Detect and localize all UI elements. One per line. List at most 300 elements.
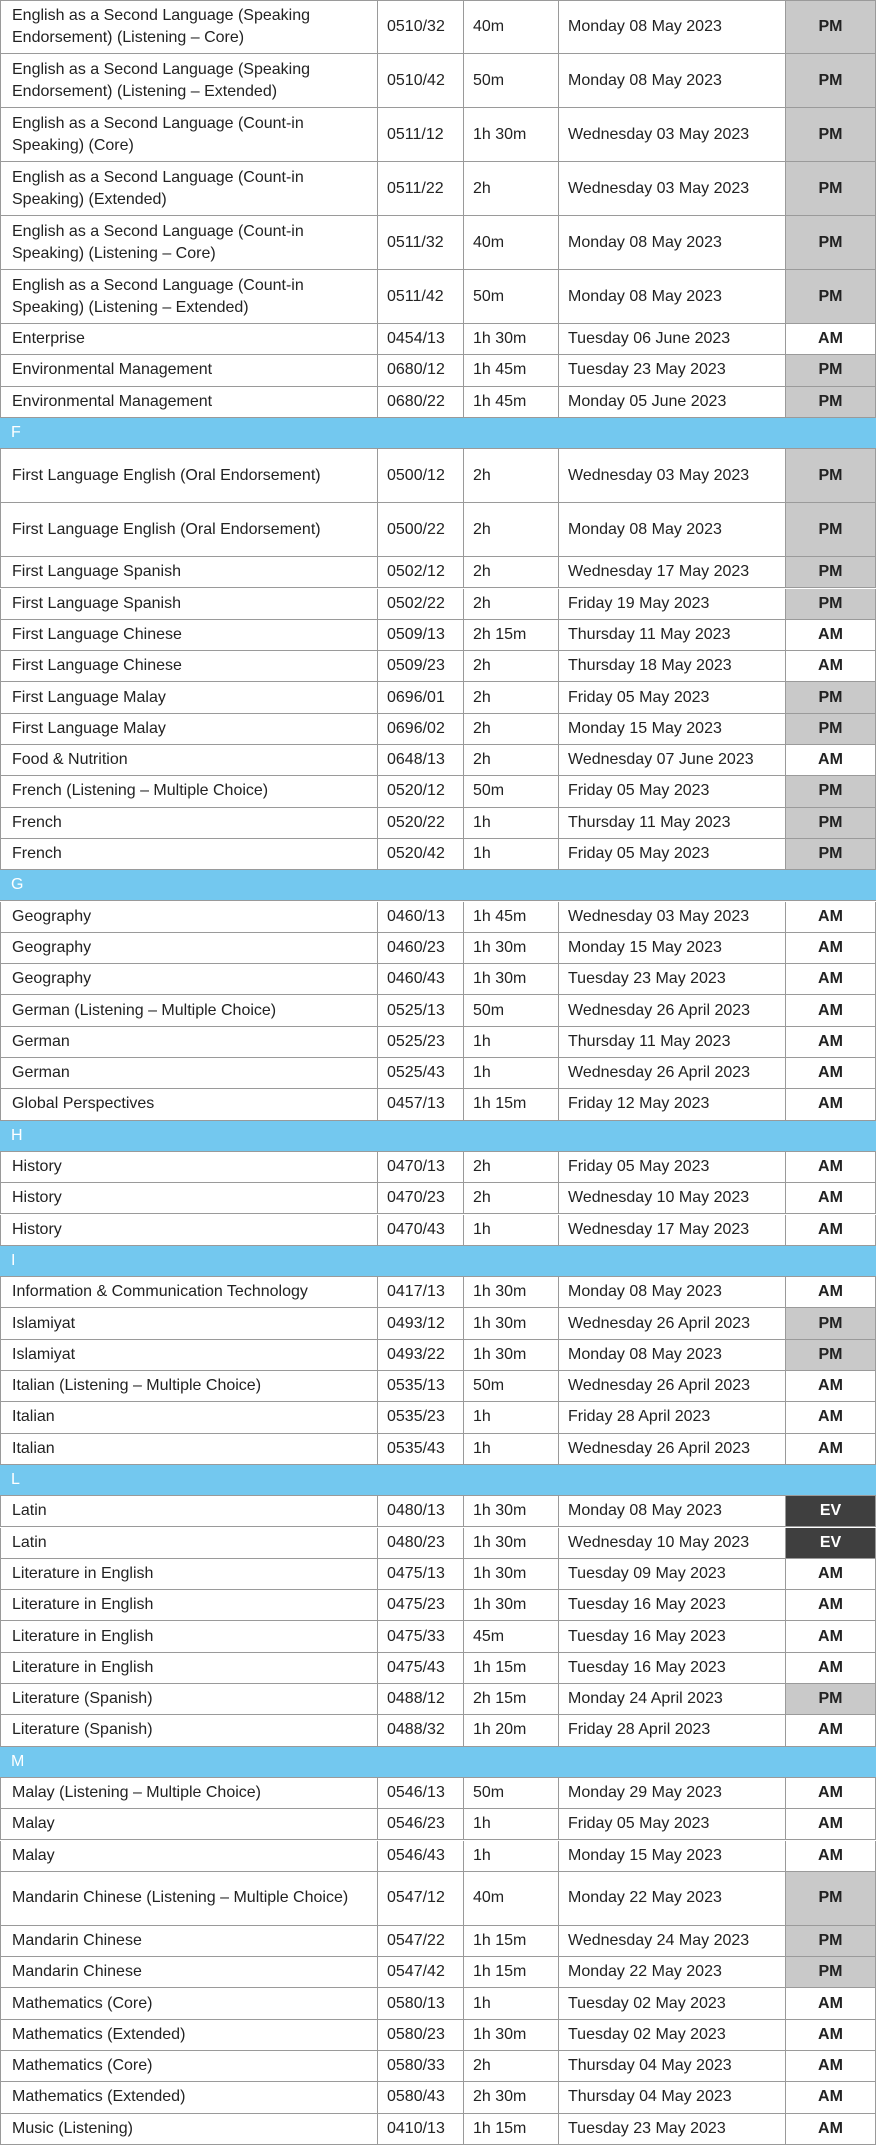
table-row: [0, 1926, 876, 1957]
table-row: [0, 387, 876, 418]
table-row: [0, 1621, 876, 1652]
date-cell: Monday 08 May 2023: [558, 1, 785, 53]
date-cell: Tuesday 09 May 2023: [558, 1559, 785, 1589]
subject-cell: History: [0, 1215, 377, 1245]
duration-cell: 2h 30m: [463, 2082, 558, 2112]
date-cell: Wednesday 10 May 2023: [558, 1183, 785, 1213]
duration-cell: 2h 15m: [463, 1684, 558, 1714]
subject-cell: Latin: [0, 1528, 377, 1558]
subject-cell: Italian (Listening – Multiple Choice): [0, 1371, 377, 1401]
session-badge: AM: [785, 651, 876, 681]
session-badge: PM: [785, 1957, 876, 1987]
code-cell: 0525/43: [377, 1058, 463, 1088]
date-cell: Wednesday 17 May 2023: [558, 1215, 785, 1245]
session-badge: AM: [785, 1809, 876, 1839]
subject-cell: Islamiyat: [0, 1340, 377, 1370]
date-cell: Tuesday 16 May 2023: [558, 1653, 785, 1683]
duration-cell: 1h: [463, 839, 558, 869]
code-cell: 0510/32: [377, 1, 463, 53]
subject-cell: Mathematics (Extended): [0, 2020, 377, 2050]
duration-cell: 1h 15m: [463, 1653, 558, 1683]
subject-cell: Environmental Management: [0, 355, 377, 385]
duration-cell: 2h: [463, 682, 558, 712]
session-badge: AM: [785, 1152, 876, 1182]
table-row: [0, 503, 876, 557]
date-cell: Thursday 11 May 2023: [558, 620, 785, 650]
table-row: [0, 162, 876, 216]
code-cell: 0454/13: [377, 324, 463, 354]
subject-cell: First Language Chinese: [0, 620, 377, 650]
table-row: [0, 1183, 876, 1214]
table-row: [0, 1957, 876, 1988]
subject-cell: Geography: [0, 964, 377, 994]
section-letter: F: [11, 424, 21, 442]
date-cell: Monday 22 May 2023: [558, 1872, 785, 1925]
code-cell: 0525/23: [377, 1027, 463, 1057]
code-cell: 0488/32: [377, 1715, 463, 1745]
code-cell: 0535/23: [377, 1402, 463, 1432]
duration-cell: 1h 30m: [463, 2020, 558, 2050]
code-cell: 0470/43: [377, 1215, 463, 1245]
duration-cell: 1h: [463, 808, 558, 838]
date-cell: Monday 22 May 2023: [558, 1957, 785, 1987]
table-row: [0, 557, 876, 588]
table-row: [0, 2020, 876, 2051]
code-cell: 0511/32: [377, 216, 463, 269]
date-cell: Monday 08 May 2023: [558, 1277, 785, 1307]
section-letter-row: [0, 1747, 876, 1778]
duration-cell: 2h: [463, 1152, 558, 1182]
duration-cell: 50m: [463, 270, 558, 323]
section-letter: I: [11, 1251, 16, 1269]
subject-cell: Enterprise: [0, 324, 377, 354]
duration-cell: 1h: [463, 1988, 558, 2018]
session-badge: AM: [785, 1715, 876, 1745]
code-cell: 0520/42: [377, 839, 463, 869]
code-cell: 0509/13: [377, 620, 463, 650]
session-badge: PM: [785, 589, 876, 619]
duration-cell: 2h: [463, 449, 558, 502]
duration-cell: 1h: [463, 1215, 558, 1245]
duration-cell: 2h: [463, 714, 558, 744]
subject-cell: Mathematics (Core): [0, 2051, 377, 2081]
date-cell: Tuesday 16 May 2023: [558, 1590, 785, 1620]
duration-cell: 1h 30m: [463, 1590, 558, 1620]
table-row: [0, 714, 876, 745]
code-cell: 0417/13: [377, 1277, 463, 1307]
table-row: [0, 54, 876, 108]
subject-cell: English as a Second Language (Count-in Speaking) (Listening – Core): [0, 216, 377, 269]
date-cell: Wednesday 03 May 2023: [558, 108, 785, 161]
section-letter: H: [11, 1126, 23, 1144]
session-badge: PM: [785, 162, 876, 215]
date-cell: Friday 12 May 2023: [558, 1089, 785, 1119]
subject-cell: English as a Second Language (Count-in Speaking) (Listening – Extended): [0, 270, 377, 323]
session-badge: AM: [785, 1653, 876, 1683]
table-row: [0, 1058, 876, 1089]
session-badge: PM: [785, 1684, 876, 1714]
code-cell: 0460/23: [377, 933, 463, 963]
table-row: [0, 1371, 876, 1402]
code-cell: 0410/13: [377, 2114, 463, 2144]
code-cell: 0480/13: [377, 1496, 463, 1526]
date-cell: Wednesday 03 May 2023: [558, 449, 785, 502]
code-cell: 0488/12: [377, 1684, 463, 1714]
session-badge: EV: [785, 1496, 876, 1526]
date-cell: Tuesday 02 May 2023: [558, 1988, 785, 2018]
table-row: [0, 620, 876, 651]
session-badge: AM: [785, 1089, 876, 1119]
subject-cell: Mathematics (Extended): [0, 2082, 377, 2112]
subject-cell: Literature in English: [0, 1621, 377, 1651]
code-cell: 0502/22: [377, 589, 463, 619]
duration-cell: 1h 15m: [463, 2114, 558, 2144]
duration-cell: 1h 30m: [463, 1559, 558, 1589]
session-badge: AM: [785, 1402, 876, 1432]
section-letter-row: [0, 1121, 876, 1152]
duration-cell: 40m: [463, 1, 558, 53]
table-row: [0, 1988, 876, 2019]
subject-cell: Malay: [0, 1809, 377, 1839]
session-badge: AM: [785, 324, 876, 354]
duration-cell: 1h 45m: [463, 355, 558, 385]
section-letter-row: [0, 418, 876, 449]
code-cell: 0493/22: [377, 1340, 463, 1370]
date-cell: Monday 08 May 2023: [558, 1340, 785, 1370]
subject-cell: Food & Nutrition: [0, 745, 377, 775]
date-cell: Friday 05 May 2023: [558, 776, 785, 806]
table-row: [0, 355, 876, 386]
date-cell: Wednesday 03 May 2023: [558, 162, 785, 215]
session-badge: PM: [785, 108, 876, 161]
date-cell: Monday 29 May 2023: [558, 1778, 785, 1808]
subject-cell: Mandarin Chinese: [0, 1957, 377, 1987]
session-badge: AM: [785, 933, 876, 963]
code-cell: 0525/13: [377, 995, 463, 1025]
subject-cell: First Language English (Oral Endorsement): [0, 503, 377, 556]
session-badge: AM: [785, 964, 876, 994]
table-row: [0, 745, 876, 776]
code-cell: 0680/22: [377, 387, 463, 417]
date-cell: Thursday 04 May 2023: [558, 2051, 785, 2081]
code-cell: 0547/22: [377, 1926, 463, 1956]
subject-cell: First Language Chinese: [0, 651, 377, 681]
session-badge: AM: [785, 2114, 876, 2144]
session-badge: PM: [785, 270, 876, 323]
session-badge: AM: [785, 1058, 876, 1088]
session-badge: AM: [785, 1778, 876, 1808]
session-badge: AM: [785, 1183, 876, 1213]
code-cell: 0493/12: [377, 1308, 463, 1338]
subject-cell: Mandarin Chinese: [0, 1926, 377, 1956]
session-badge: AM: [785, 1434, 876, 1464]
date-cell: Tuesday 02 May 2023: [558, 2020, 785, 2050]
table-row: [0, 1340, 876, 1371]
date-cell: Tuesday 23 May 2023: [558, 2114, 785, 2144]
table-row: [0, 1308, 876, 1339]
table-row: [0, 651, 876, 682]
subject-cell: Italian: [0, 1434, 377, 1464]
table-row: [0, 1684, 876, 1715]
date-cell: Tuesday 16 May 2023: [558, 1621, 785, 1651]
subject-cell: Latin: [0, 1496, 377, 1526]
date-cell: Monday 08 May 2023: [558, 216, 785, 269]
duration-cell: 45m: [463, 1621, 558, 1651]
code-cell: 0500/12: [377, 449, 463, 502]
table-row: [0, 270, 876, 324]
subject-cell: Literature in English: [0, 1559, 377, 1589]
section-letter-row: [0, 870, 876, 901]
duration-cell: 2h: [463, 745, 558, 775]
code-cell: 0580/23: [377, 2020, 463, 2050]
subject-cell: French: [0, 808, 377, 838]
table-row: [0, 0, 876, 54]
subject-cell: Islamiyat: [0, 1308, 377, 1338]
code-cell: 0580/33: [377, 2051, 463, 2081]
code-cell: 0547/42: [377, 1957, 463, 1987]
subject-cell: German: [0, 1027, 377, 1057]
table-row: [0, 839, 876, 870]
table-row: [0, 108, 876, 162]
date-cell: Friday 28 April 2023: [558, 1715, 785, 1745]
subject-cell: Literature in English: [0, 1653, 377, 1683]
table-row: [0, 1841, 876, 1872]
table-row: [0, 1152, 876, 1183]
date-cell: Thursday 04 May 2023: [558, 2082, 785, 2112]
subject-cell: Mandarin Chinese (Listening – Multiple Choice): [0, 1872, 377, 1925]
table-row: [0, 1089, 876, 1120]
session-badge: AM: [785, 902, 876, 932]
table-row: [0, 902, 876, 933]
date-cell: Monday 15 May 2023: [558, 1841, 785, 1871]
code-cell: 0546/23: [377, 1809, 463, 1839]
duration-cell: 2h: [463, 503, 558, 556]
table-row: [0, 2082, 876, 2113]
table-row: [0, 2114, 876, 2145]
session-badge: PM: [785, 387, 876, 417]
table-row: [0, 1809, 876, 1840]
duration-cell: 50m: [463, 776, 558, 806]
table-row: [0, 808, 876, 839]
subject-cell: Mathematics (Core): [0, 1988, 377, 2018]
table-row: [0, 216, 876, 270]
subject-cell: Literature in English: [0, 1590, 377, 1620]
date-cell: Monday 05 June 2023: [558, 387, 785, 417]
subject-cell: First Language Spanish: [0, 589, 377, 619]
code-cell: 0511/42: [377, 270, 463, 323]
session-badge: PM: [785, 1308, 876, 1338]
date-cell: Monday 15 May 2023: [558, 714, 785, 744]
date-cell: Tuesday 23 May 2023: [558, 964, 785, 994]
date-cell: Wednesday 26 April 2023: [558, 995, 785, 1025]
duration-cell: 2h: [463, 162, 558, 215]
subject-cell: First Language English (Oral Endorsement): [0, 449, 377, 502]
table-row: [0, 1402, 876, 1433]
subject-cell: French (Listening – Multiple Choice): [0, 776, 377, 806]
session-badge: PM: [785, 682, 876, 712]
date-cell: Wednesday 03 May 2023: [558, 902, 785, 932]
code-cell: 0475/43: [377, 1653, 463, 1683]
date-cell: Friday 28 April 2023: [558, 1402, 785, 1432]
code-cell: 0460/43: [377, 964, 463, 994]
date-cell: Monday 08 May 2023: [558, 503, 785, 556]
subject-cell: Literature (Spanish): [0, 1684, 377, 1714]
date-cell: Wednesday 17 May 2023: [558, 557, 785, 587]
date-cell: Monday 15 May 2023: [558, 933, 785, 963]
duration-cell: 2h: [463, 651, 558, 681]
subject-cell: Music (Listening): [0, 2114, 377, 2144]
subject-cell: Italian: [0, 1402, 377, 1432]
session-badge: PM: [785, 1340, 876, 1370]
session-badge: AM: [785, 2051, 876, 2081]
date-cell: Monday 24 April 2023: [558, 1684, 785, 1714]
subject-cell: Environmental Management: [0, 387, 377, 417]
duration-cell: 40m: [463, 1872, 558, 1925]
code-cell: 0520/22: [377, 808, 463, 838]
table-row: [0, 589, 876, 620]
session-badge: AM: [785, 1027, 876, 1057]
code-cell: 0502/12: [377, 557, 463, 587]
code-cell: 0680/12: [377, 355, 463, 385]
subject-cell: Geography: [0, 902, 377, 932]
code-cell: 0547/12: [377, 1872, 463, 1925]
duration-cell: 1h: [463, 1027, 558, 1057]
subject-cell: English as a Second Language (Speaking Endorsement) (Listening – Extended): [0, 54, 377, 107]
date-cell: Friday 05 May 2023: [558, 1809, 785, 1839]
code-cell: 0475/33: [377, 1621, 463, 1651]
duration-cell: 40m: [463, 216, 558, 269]
date-cell: Wednesday 24 May 2023: [558, 1926, 785, 1956]
session-badge: AM: [785, 1277, 876, 1307]
date-cell: Monday 08 May 2023: [558, 270, 785, 323]
subject-cell: Information & Communication Technology: [0, 1277, 377, 1307]
subject-cell: English as a Second Language (Count-in Speaking) (Core): [0, 108, 377, 161]
subject-cell: First Language Malay: [0, 682, 377, 712]
code-cell: 0511/12: [377, 108, 463, 161]
session-badge: AM: [785, 1590, 876, 1620]
session-badge: AM: [785, 2082, 876, 2112]
table-row: [0, 1715, 876, 1746]
session-badge: PM: [785, 776, 876, 806]
session-badge: AM: [785, 2020, 876, 2050]
subject-cell: Malay: [0, 1841, 377, 1871]
code-cell: 0546/43: [377, 1841, 463, 1871]
duration-cell: 1h 30m: [463, 1496, 558, 1526]
code-cell: 0546/13: [377, 1778, 463, 1808]
duration-cell: 1h 15m: [463, 1926, 558, 1956]
duration-cell: 1h 45m: [463, 387, 558, 417]
duration-cell: 2h 15m: [463, 620, 558, 650]
duration-cell: 50m: [463, 54, 558, 107]
session-badge: AM: [785, 1559, 876, 1589]
table-row: [0, 2051, 876, 2082]
code-cell: 0470/13: [377, 1152, 463, 1182]
duration-cell: 1h: [463, 1841, 558, 1871]
session-badge: PM: [785, 449, 876, 502]
section-letter: L: [11, 1471, 20, 1489]
code-cell: 0535/43: [377, 1434, 463, 1464]
code-cell: 0475/23: [377, 1590, 463, 1620]
duration-cell: 1h 30m: [463, 964, 558, 994]
duration-cell: 50m: [463, 1371, 558, 1401]
code-cell: 0520/12: [377, 776, 463, 806]
table-row: [0, 776, 876, 807]
code-cell: 0696/02: [377, 714, 463, 744]
date-cell: Tuesday 06 June 2023: [558, 324, 785, 354]
table-row: [0, 324, 876, 355]
duration-cell: 1h 30m: [463, 1308, 558, 1338]
section-letter: G: [11, 876, 24, 894]
code-cell: 0509/23: [377, 651, 463, 681]
date-cell: Friday 05 May 2023: [558, 682, 785, 712]
session-badge: PM: [785, 54, 876, 107]
session-badge: PM: [785, 557, 876, 587]
code-cell: 0535/13: [377, 1371, 463, 1401]
subject-cell: Geography: [0, 933, 377, 963]
table-row: [0, 933, 876, 964]
session-badge: AM: [785, 1621, 876, 1651]
subject-cell: French: [0, 839, 377, 869]
subject-cell: German: [0, 1058, 377, 1088]
subject-cell: History: [0, 1152, 377, 1182]
duration-cell: 1h 30m: [463, 108, 558, 161]
date-cell: Thursday 18 May 2023: [558, 651, 785, 681]
duration-cell: 1h 15m: [463, 1089, 558, 1119]
duration-cell: 1h: [463, 1809, 558, 1839]
table-row: [0, 1434, 876, 1465]
table-row: [0, 1215, 876, 1246]
duration-cell: 1h 30m: [463, 1277, 558, 1307]
duration-cell: 1h 45m: [463, 902, 558, 932]
table-row: [0, 1277, 876, 1308]
session-badge: AM: [785, 1215, 876, 1245]
table-row: [0, 1559, 876, 1590]
code-cell: 0500/22: [377, 503, 463, 556]
duration-cell: 1h 30m: [463, 1340, 558, 1370]
subject-cell: First Language Malay: [0, 714, 377, 744]
session-badge: AM: [785, 1371, 876, 1401]
duration-cell: 2h: [463, 557, 558, 587]
duration-cell: 2h: [463, 2051, 558, 2081]
date-cell: Wednesday 26 April 2023: [558, 1434, 785, 1464]
date-cell: Friday 05 May 2023: [558, 839, 785, 869]
code-cell: 0580/43: [377, 2082, 463, 2112]
code-cell: 0580/13: [377, 1988, 463, 2018]
table-row: [0, 1590, 876, 1621]
date-cell: Wednesday 26 April 2023: [558, 1058, 785, 1088]
session-badge: PM: [785, 355, 876, 385]
duration-cell: 1h: [463, 1058, 558, 1088]
subject-cell: First Language Spanish: [0, 557, 377, 587]
date-cell: Friday 19 May 2023: [558, 589, 785, 619]
table-row: [0, 1496, 876, 1527]
session-badge: EV: [785, 1528, 876, 1558]
subject-cell: History: [0, 1183, 377, 1213]
duration-cell: 1h: [463, 1402, 558, 1432]
subject-cell: Global Perspectives: [0, 1089, 377, 1119]
subject-cell: Literature (Spanish): [0, 1715, 377, 1745]
session-badge: PM: [785, 216, 876, 269]
session-badge: PM: [785, 1926, 876, 1956]
date-cell: Wednesday 26 April 2023: [558, 1308, 785, 1338]
duration-cell: 1h: [463, 1434, 558, 1464]
date-cell: Wednesday 26 April 2023: [558, 1371, 785, 1401]
table-row: [0, 964, 876, 995]
date-cell: Tuesday 23 May 2023: [558, 355, 785, 385]
duration-cell: 50m: [463, 995, 558, 1025]
session-badge: AM: [785, 1988, 876, 2018]
duration-cell: 1h 30m: [463, 324, 558, 354]
